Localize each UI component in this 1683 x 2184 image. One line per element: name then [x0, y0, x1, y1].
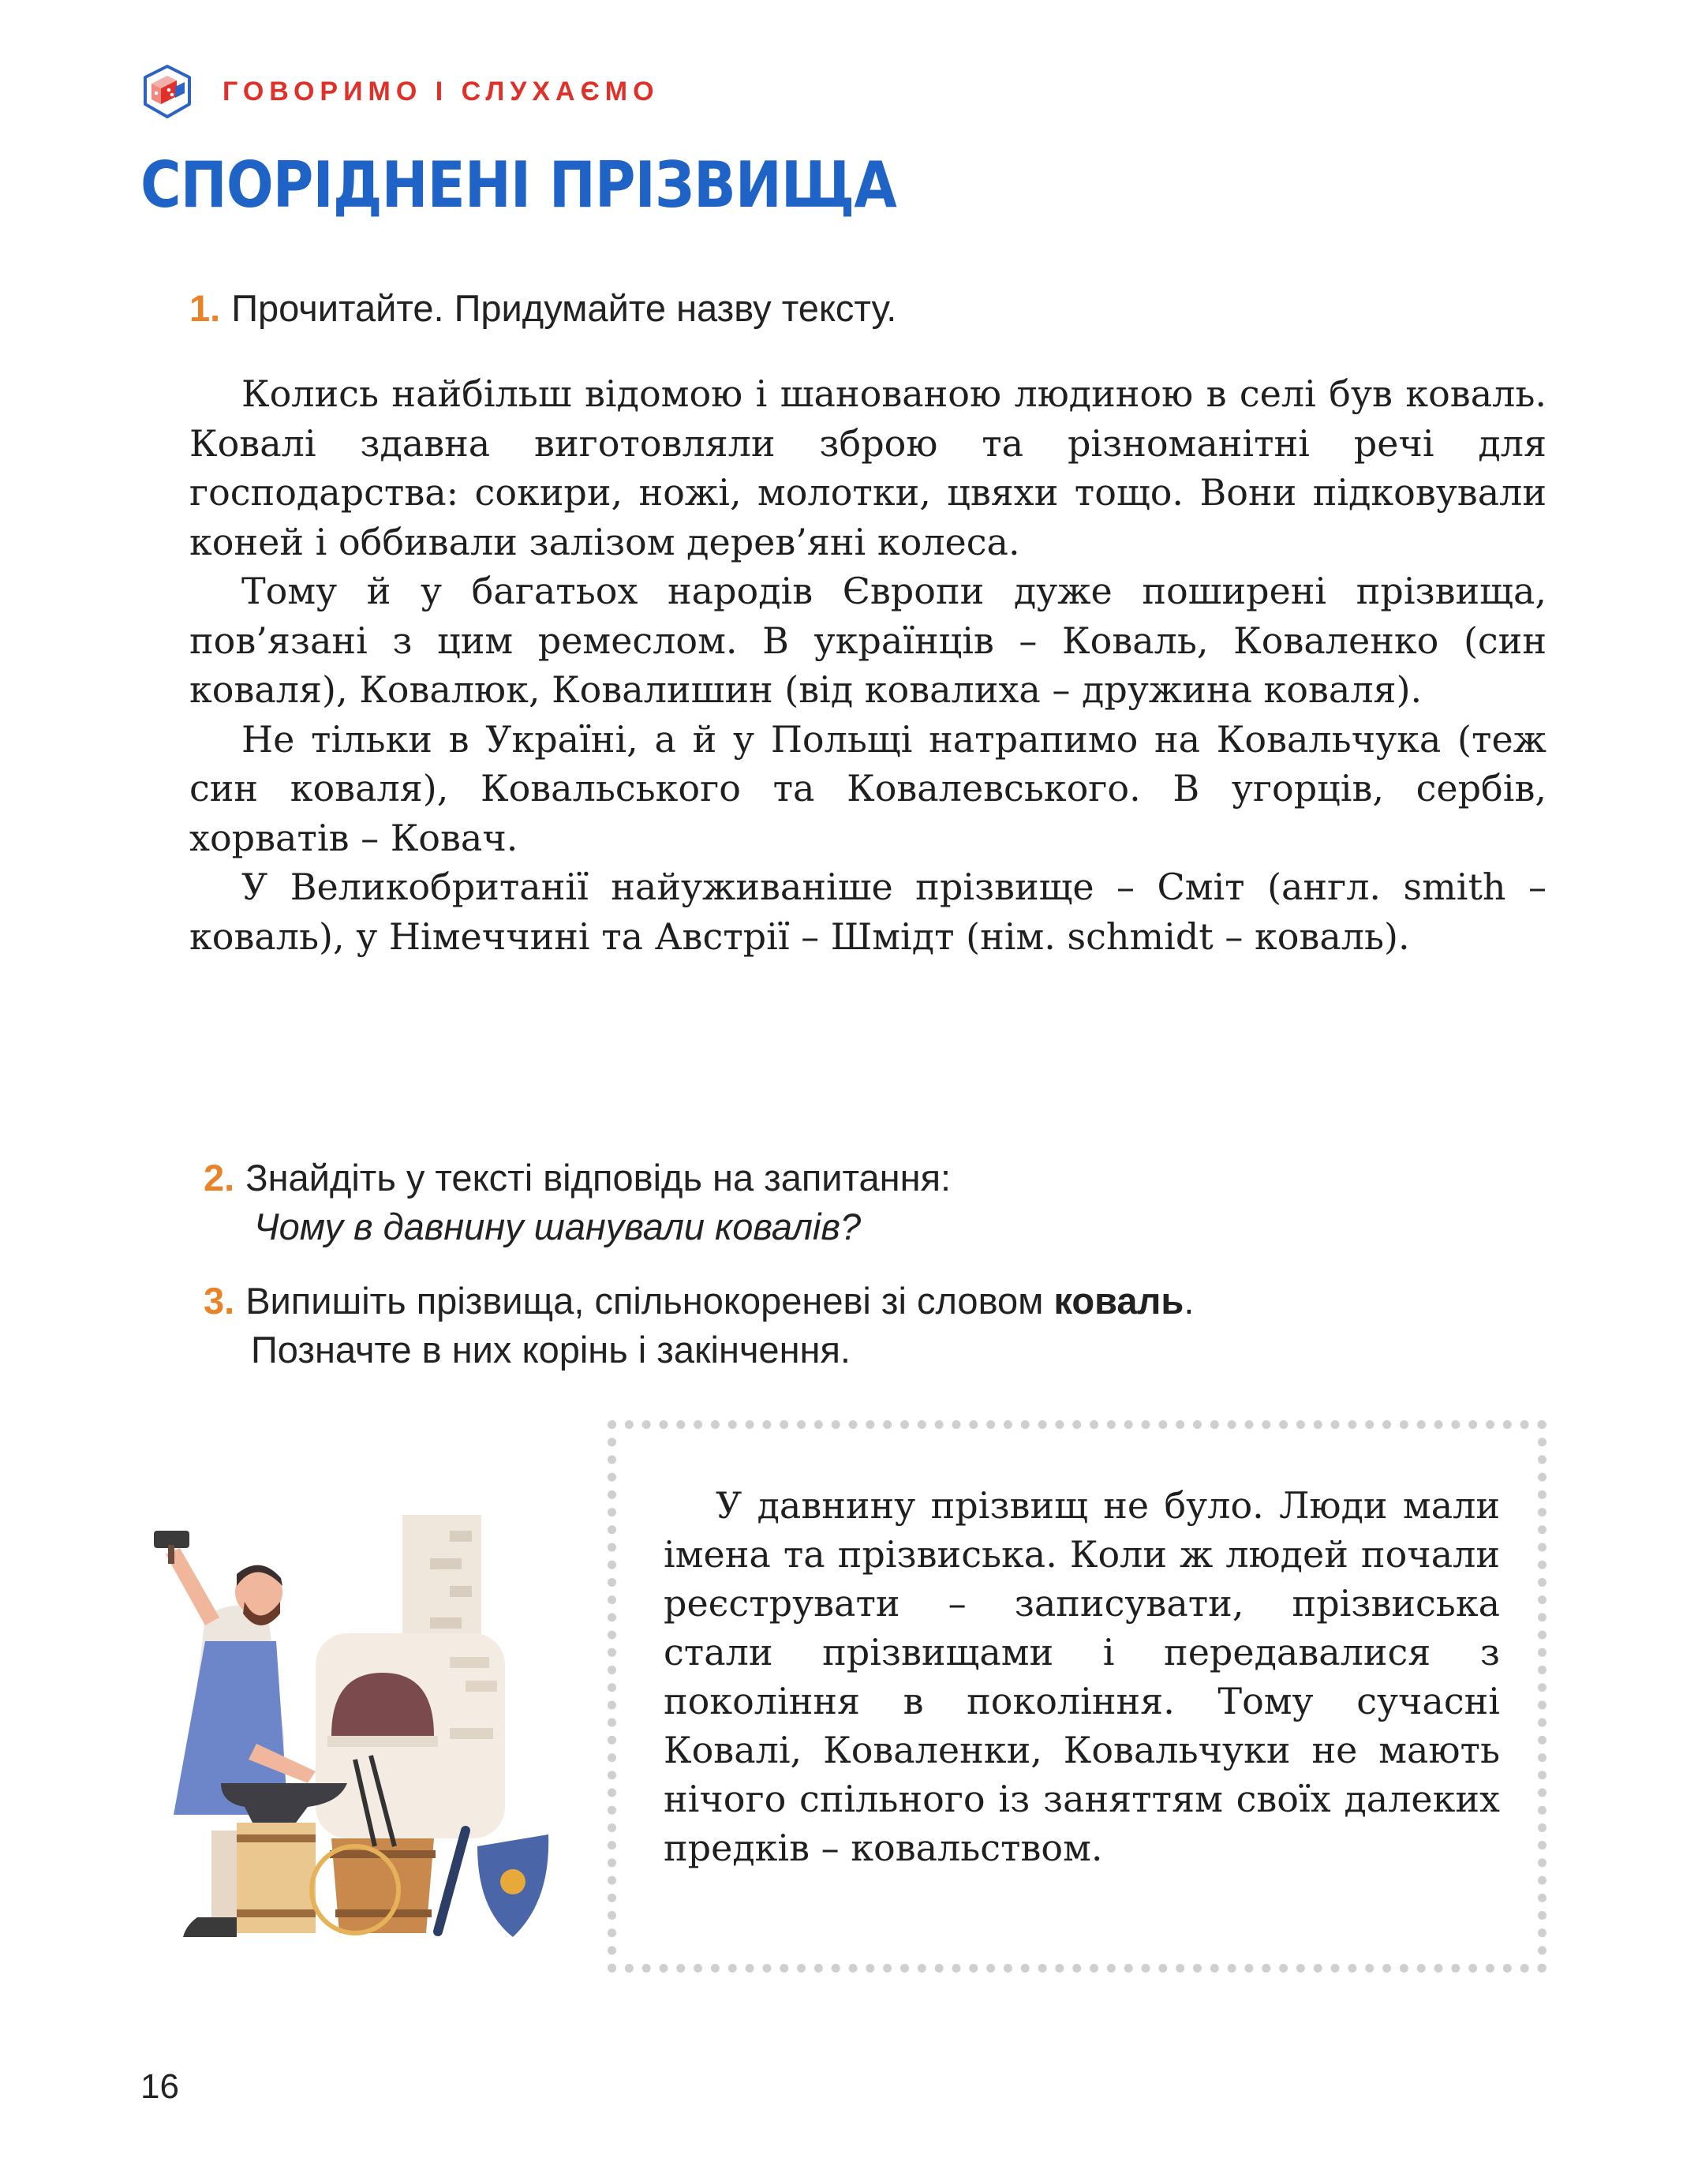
- page-title: СПОРІДНЕНІ ПРІЗВИЩА: [140, 148, 896, 222]
- speech-cube-icon: [140, 63, 194, 120]
- paragraph: Не тільки в Україні, а й у Польщі натрапимо на Ковальчука (теж син коваля), Ковальського та Ковалевського. В угорців, сербів, хорватів – Ковач.: [189, 717, 1546, 859]
- paragraph: Колись найбільш відомою і шанованою людиною в селі був коваль. Ковалі здавна виготовляли зброю та різноманітні речі для господарства: сокири, ножі, молотки, цвяхи тощо. Вони підковували коней і оббивали залізом дерев’яні колеса.: [189, 372, 1546, 563]
- reading-text: [189, 369, 1546, 961]
- section-label: ГОВОРИМО І СЛУХАЄМО: [223, 76, 660, 107]
- task-text: Випишіть прізвища, спільнокореневі зі словом: [245, 1280, 1054, 1322]
- blacksmith-illustration: [118, 1499, 560, 1941]
- task-text: Прочитайте. Придумайте назву тексту.: [231, 287, 897, 329]
- task-1: [189, 284, 896, 333]
- task-3: [204, 1277, 1194, 1374]
- section-header: [140, 62, 660, 122]
- paragraph: У Великобританії найуживаніше прізвище – Сміт (англ. smith – коваль), у Німеччині та Австрії – Шмідт (нім. schmidt – коваль).: [189, 866, 1546, 958]
- task-number: 3.: [204, 1280, 235, 1322]
- page-number: 16: [140, 2067, 179, 2106]
- info-box: [608, 1420, 1546, 1973]
- task-text: Знайдіть у тексті відповідь на запитання:: [245, 1157, 952, 1199]
- task-text-end: .: [1184, 1280, 1195, 1322]
- paragraph: Тому й у багатьох народів Європи дуже поширені прізвища, пов’язані з цим ремеслом. В українців – Коваль, Коваленко (син коваля), Ковалюк, Ковалишин (від ковалиха – дружина коваля).: [189, 570, 1546, 711]
- task-text-line2: Позначте в них корінь і закінчення.: [251, 1329, 851, 1371]
- task-keyword: коваль: [1053, 1280, 1184, 1322]
- task-question: Чому в давнину шанували ковалів?: [254, 1206, 862, 1247]
- sword: [438, 1831, 466, 1932]
- info-text: У давнину прізвищ не було. Люди мали імена та прізвиська. Коли ж людей почали реєструвати – записувати, прізвиська стали прізвищами і передавалися з покоління в покоління. Тому сучасні Ковалі, Коваленки, Ковальчуки не мають нічого спільного із заняттям своїх далеких предків – ковальством.: [664, 1484, 1500, 1869]
- task-2: [204, 1154, 951, 1251]
- task-number: 2.: [204, 1157, 235, 1199]
- task-number: 1.: [189, 287, 221, 329]
